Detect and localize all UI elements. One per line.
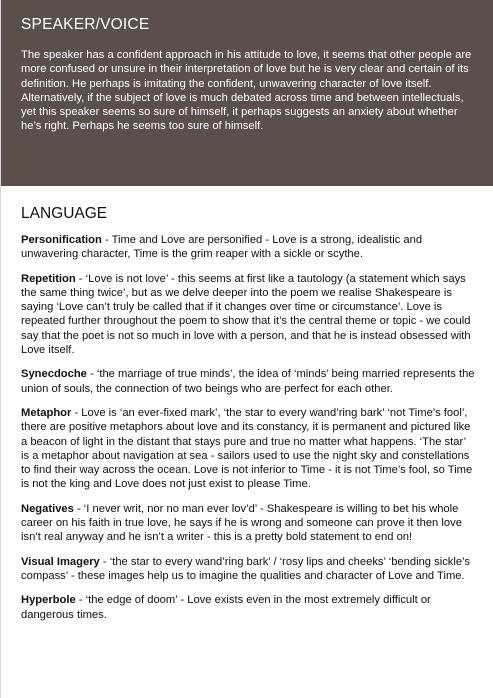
language-entry-visual-imagery xyxy=(21,555,475,584)
language-entry-repetition xyxy=(21,272,475,358)
entry-text: - ‘the edge of doom’ - Love exists even in the most extremely difficult or dangerous times. xyxy=(21,594,431,621)
entry-term: Negatives xyxy=(21,502,74,515)
language-entry-personification xyxy=(21,233,475,262)
language-entry-synecdoche xyxy=(21,367,475,396)
entry-term: Visual Imagery xyxy=(21,555,100,568)
language-entry-hyperbole xyxy=(21,593,475,622)
entry-text: - ‘I never writ, nor no man ever lov’d’ - Shakespeare is willing to bet his whole career on his faith in true love, he says if he is wrong and someone can prove it then love isn’t real anyway and he isn’t a writer - this is a pretty bold statement to end on! xyxy=(21,502,462,544)
language-entry-negatives xyxy=(21,502,475,545)
entry-term: Metaphor xyxy=(21,406,72,419)
entry-term: Hyperbole xyxy=(21,594,76,607)
entry-text: - ‘the star to every wand’ring bark’ / ‘rosy lips and cheeks’ ‘bending sickle’s compass’ - these images help us to imagine the qualities and character of Love and Time. xyxy=(21,555,470,582)
language-heading: LANGUAGE xyxy=(21,205,108,222)
speaker-voice-body: The speaker has a confident approach in his attitude to love, it seems that other people are more confused or unsure in their interpretation of love but he is very clear and certain of its definition. He perhaps is imitating the confident, unwavering character of love itself. Alternatively, if the subject of love is much debated across time and between intellectuals, yet this speaker seems so sure of himself, it perhaps suggests an anxiety about whether he’s right. Perhaps he seems too sure of himself. xyxy=(21,49,472,133)
entry-text: - ‘Love is not love’ - this seems at first like a tautology (a statement which says the same thing twice’, but as we delve deeper into the poem we realise Shakespeare is saying ‘Love can’t truly be called that if it changes over time or circumstance’. Love is repeated further throughout the poem to show that it’s the central theme or topic - we could say that the poet is not so much in love with a person, and that he is instead obsessed with Love itself. xyxy=(21,272,471,357)
entry-term: Synecdoche xyxy=(21,368,87,381)
entry-text: - ‘the marriage of true minds’, the idea of ‘minds’ being married represents the union of souls, the connection of two beings who are perfect for each other. xyxy=(21,368,475,395)
speaker-voice-section xyxy=(1,0,493,186)
language-section xyxy=(1,186,493,622)
entry-term: Personification xyxy=(21,234,102,246)
speaker-voice-heading: SPEAKER/VOICE xyxy=(21,16,150,33)
language-entry-metaphor xyxy=(21,406,475,492)
entry-text: - Time and Love are personified - Love is a strong, idealistic and unwavering character, Time is the grim reaper with a sickle or scythe. xyxy=(21,234,423,261)
entry-term: Repetition xyxy=(21,272,76,285)
entry-text: - Love is ‘an ever-fixed mark’, ‘the star to every wand’ring bark’ ‘not Time’s fool’, there are positive metaphors about love and its constancy, it is permanent and pictured like a beacon of light in the distant that stays pure and true no matter what happens. ‘The star’ is a metaphor about navigation at sea - sailors used to use the night sky and constellations to find their way across the ocean. Love is not inferior to Time - it is not Time’s fool, so Time is not the king and Love does not just exist to please Time. xyxy=(21,406,473,491)
